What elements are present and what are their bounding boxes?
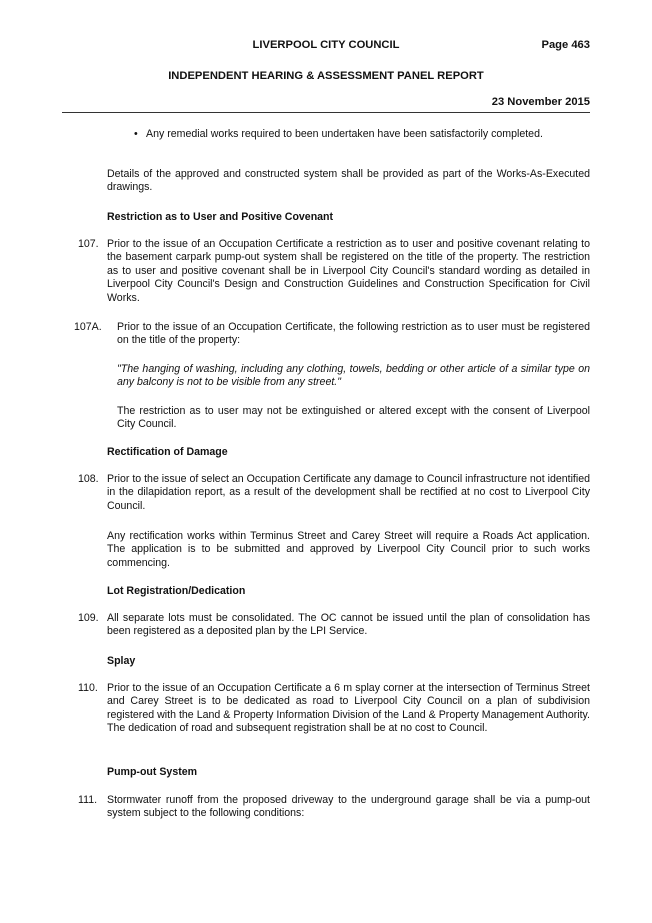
section-heading: Rectification of Damage [107, 446, 228, 458]
quoted-restriction [117, 363, 590, 390]
report-date: 23 November 2015 [491, 96, 590, 108]
intro-paragraph-text: Details of the approved and constructed system shall be provided as part of the Works-As-Executed drawings. [107, 168, 590, 194]
clause-number: 108. [78, 473, 99, 485]
clause-paragraph [117, 321, 590, 348]
section-heading: Restriction as to User and Positive Covenant [107, 211, 334, 223]
clause-paragraph [107, 530, 590, 570]
clause-paragraph [107, 473, 590, 513]
section-heading: Pump-out System [107, 766, 198, 778]
bullet-item [134, 128, 590, 141]
clause-text: Prior to the issue of an Occupation Certificate a 6 m splay corner at the intersection of Terminus Street and Carey Street is to be dedicated as road to Liverpool City Council on a plan of subdivision registered with the Land & Property Information Division of the Land & Property Management Authority. The dedication of road and subsequent registration shall be at no cost to Council. [107, 682, 590, 735]
report-title: INDEPENDENT HEARING & ASSESSMENT PANEL REPORT [168, 70, 484, 82]
clause-paragraph [107, 612, 590, 639]
bullet-text: Any remedial works required to been undertaken have been satisfactorily completed. [146, 128, 543, 140]
clause-text: Any rectification works within Terminus Street and Carey Street will require a Roads Act application. The application is to be submitted and approved by Liverpool City Council prior to such works commencing. [107, 530, 590, 569]
clause-number: 107. [78, 238, 99, 250]
clause-text: All separate lots must be consolidated. The OC cannot be issued until the plan of consolidation has been registered as a deposited plan by the LPI Service. [107, 612, 590, 638]
clause-number: 109. [78, 612, 99, 624]
section-heading: Lot Registration/Dedication [107, 585, 246, 597]
clause-number: 107A. [74, 321, 102, 333]
clause-text: The restriction as to user may not be extinguished or altered except with the consent of Liverpool City Council. [117, 405, 590, 431]
council-name: LIVERPOOL CITY COUNCIL [252, 39, 400, 51]
header-divider [62, 112, 590, 113]
quoted-restriction-text: "The hanging of washing, including any clothing, towels, bedding or other article of a similar type on any balcony is not to be visible from any street." [117, 363, 590, 389]
clause-number: 110. [78, 682, 98, 694]
clause-text: Prior to the issue of an Occupation Certificate a restriction as to user and positive covenant relating to the basement carpark pump-out system shall be registered on the title of the property. The restriction as to user and positive covenant shall be in Liverpool City Council's standard wording as detailed in Liverpool City Council's Design and Construction Guidelines and Construction Specification for Civil Works. [107, 238, 590, 304]
page-number: Page 463 [541, 39, 590, 51]
bullet-icon: • [134, 128, 138, 140]
clause-text: Prior to the issue of an Occupation Certificate, the following restriction as to user must be registered on the title of the property: [117, 321, 590, 347]
clause-text: Stormwater runoff from the proposed driveway to the underground garage shall be via a pump-out system subject to the following conditions: [107, 794, 590, 820]
clause-paragraph [117, 405, 590, 432]
clause-number: 111. [78, 794, 98, 806]
clause-paragraph [107, 238, 590, 305]
intro-paragraph [107, 168, 590, 195]
clause-paragraph [107, 794, 590, 821]
clause-paragraph [107, 682, 590, 736]
section-heading: Splay [107, 655, 136, 667]
clause-text: Prior to the issue of select an Occupation Certificate any damage to Council infrastructure not identified in the dilapidation report, as a result of the development shall be rectified at no cost to Liverpool City Council. [107, 473, 590, 512]
